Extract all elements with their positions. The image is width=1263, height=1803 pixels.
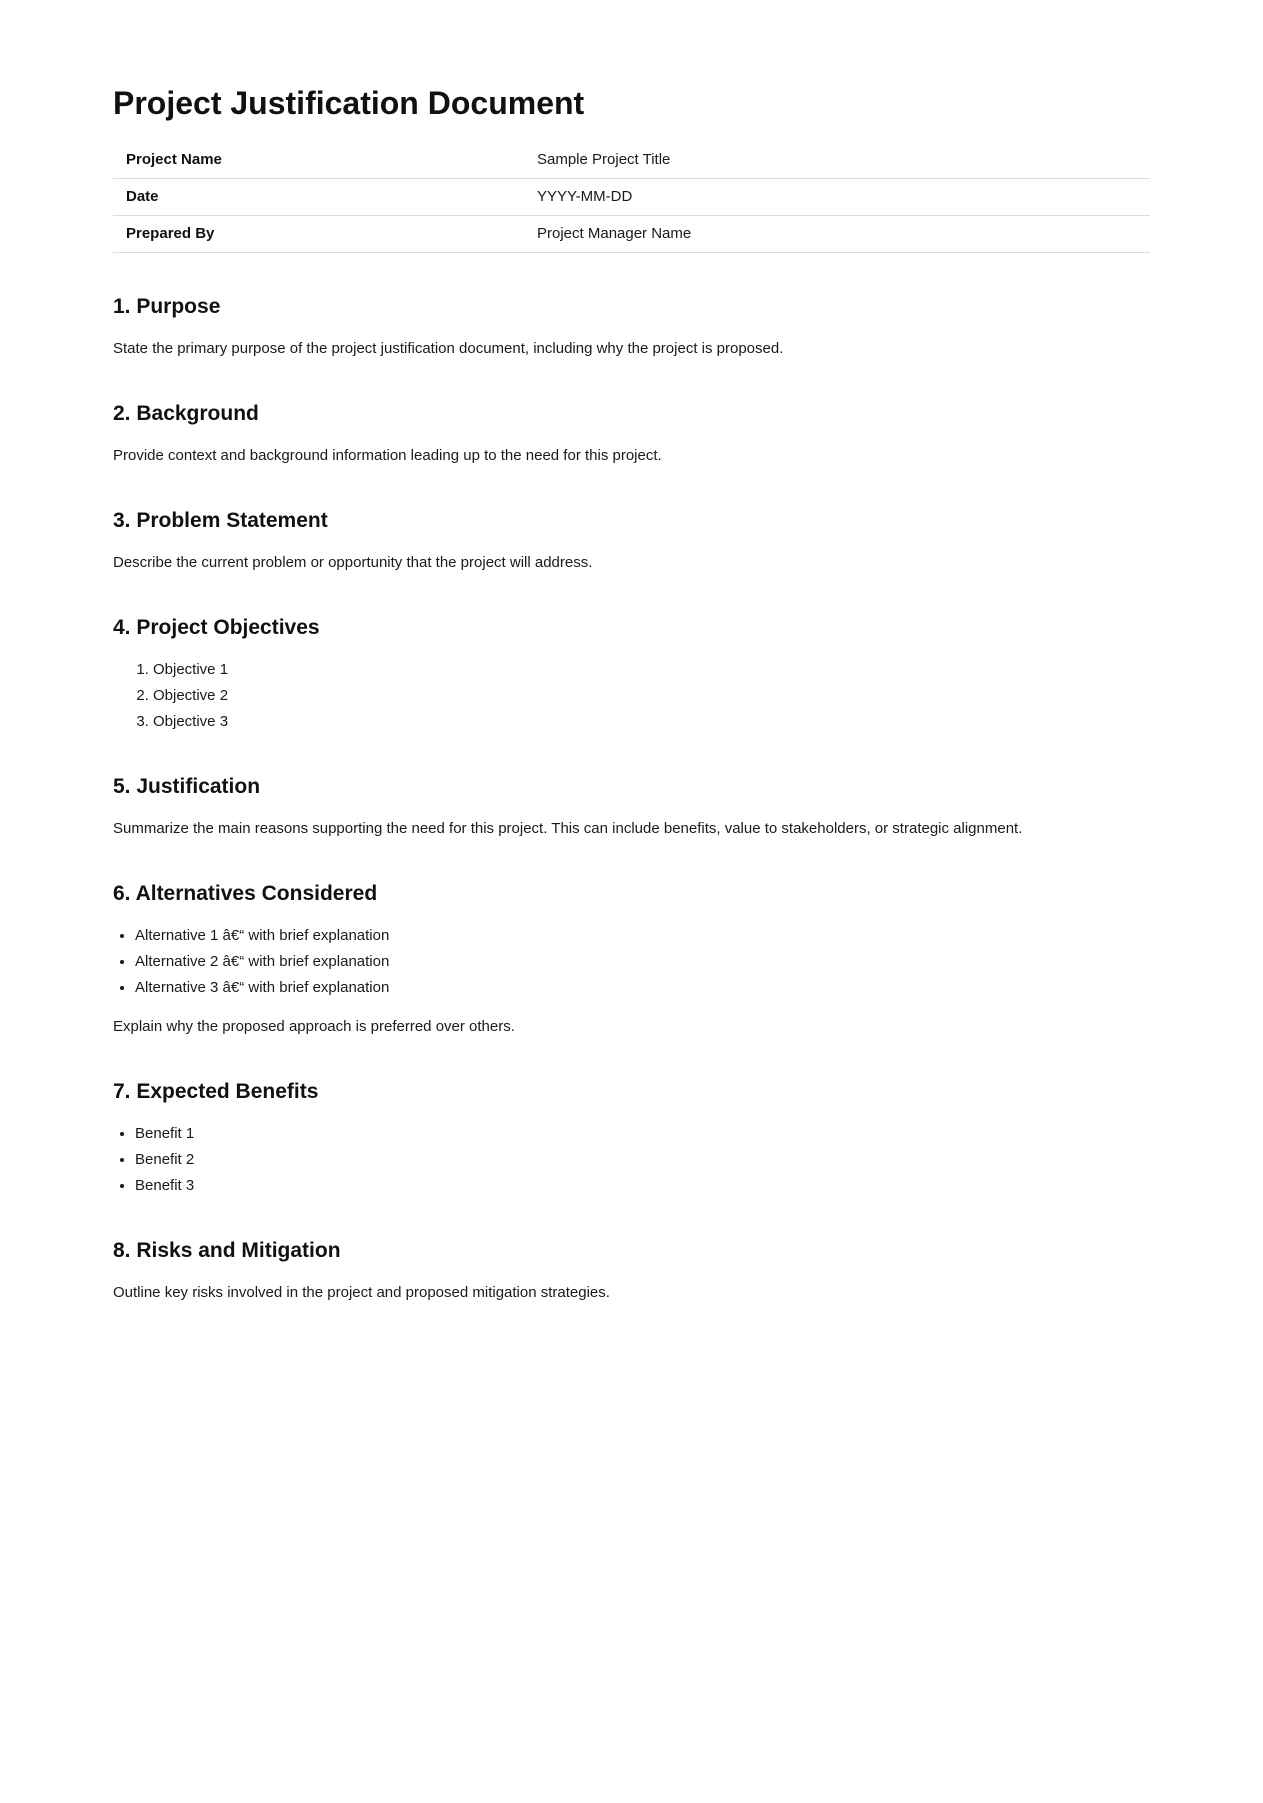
section-project-objectives <box>113 614 1150 733</box>
document-page <box>113 0 1150 1520</box>
table-row-prepared-by <box>113 216 1150 253</box>
info-label: Project Name <box>113 142 524 179</box>
section-heading: 1. Purpose <box>113 295 221 319</box>
objectives-list <box>113 658 1150 733</box>
info-label: Date <box>113 179 524 216</box>
section-heading: 4. Project Objectives <box>113 616 320 640</box>
section-risks-and-mitigation <box>113 1237 1150 1304</box>
section-background <box>113 400 1150 467</box>
section-heading: 3. Problem Statement <box>113 509 328 533</box>
benefits-list <box>113 1122 1150 1197</box>
info-value: YYYY-MM-DD <box>524 179 1150 216</box>
list-item: • Alternative 3 â€“ with brief explanation <box>135 976 1150 999</box>
project-info-table <box>113 142 1150 253</box>
section-problem-statement <box>113 507 1150 574</box>
section-paragraph: Summarize the main reasons supporting the need for this project. This can include benefits, value to stakeholders, or strategic alignment. <box>113 820 1023 838</box>
info-value: Sample Project Title <box>524 142 1150 179</box>
section-heading: 7. Expected Benefits <box>113 1080 319 1104</box>
list-item: • Alternative 1 â€“ with brief explanation <box>135 924 1150 947</box>
table-row-project-name <box>113 142 1150 179</box>
section-heading: 5. Justification <box>113 775 261 799</box>
info-label: Prepared By <box>113 216 524 253</box>
section-paragraph: Describe the current problem or opportunity that the project will address. <box>113 554 593 572</box>
list-item: 2. Objective 2 <box>153 684 1150 707</box>
section-heading: 8. Risks and Mitigation <box>113 1239 341 1263</box>
section-expected-benefits <box>113 1078 1150 1197</box>
list-item: • Alternative 2 â€“ with brief explanation <box>135 950 1150 973</box>
section-paragraph: Outline key risks involved in the project and proposed mitigation strategies. <box>113 1284 610 1302</box>
section-paragraph: State the primary purpose of the project justification document, including why the project is proposed. <box>113 340 784 358</box>
section-paragraph: Provide context and background information leading up to the need for this project. <box>113 447 662 465</box>
section-justification <box>113 773 1150 840</box>
list-item: • Benefit 2 <box>135 1148 1150 1171</box>
page-title: Project Justification Document <box>113 85 585 121</box>
list-item: 3. Objective 3 <box>153 710 1150 733</box>
list-item: 1. Objective 1 <box>153 658 1150 681</box>
list-item: • Benefit 1 <box>135 1122 1150 1145</box>
info-value: Project Manager Name <box>524 216 1150 253</box>
section-paragraph: Explain why the proposed approach is preferred over others. <box>113 1018 515 1036</box>
section-purpose <box>113 293 1150 360</box>
section-heading: 2. Background <box>113 402 259 426</box>
section-heading: 6. Alternatives Considered <box>113 882 378 906</box>
list-item: • Benefit 3 <box>135 1174 1150 1197</box>
alternatives-list <box>113 924 1150 999</box>
table-row-date <box>113 179 1150 216</box>
section-alternatives-considered <box>113 880 1150 1038</box>
